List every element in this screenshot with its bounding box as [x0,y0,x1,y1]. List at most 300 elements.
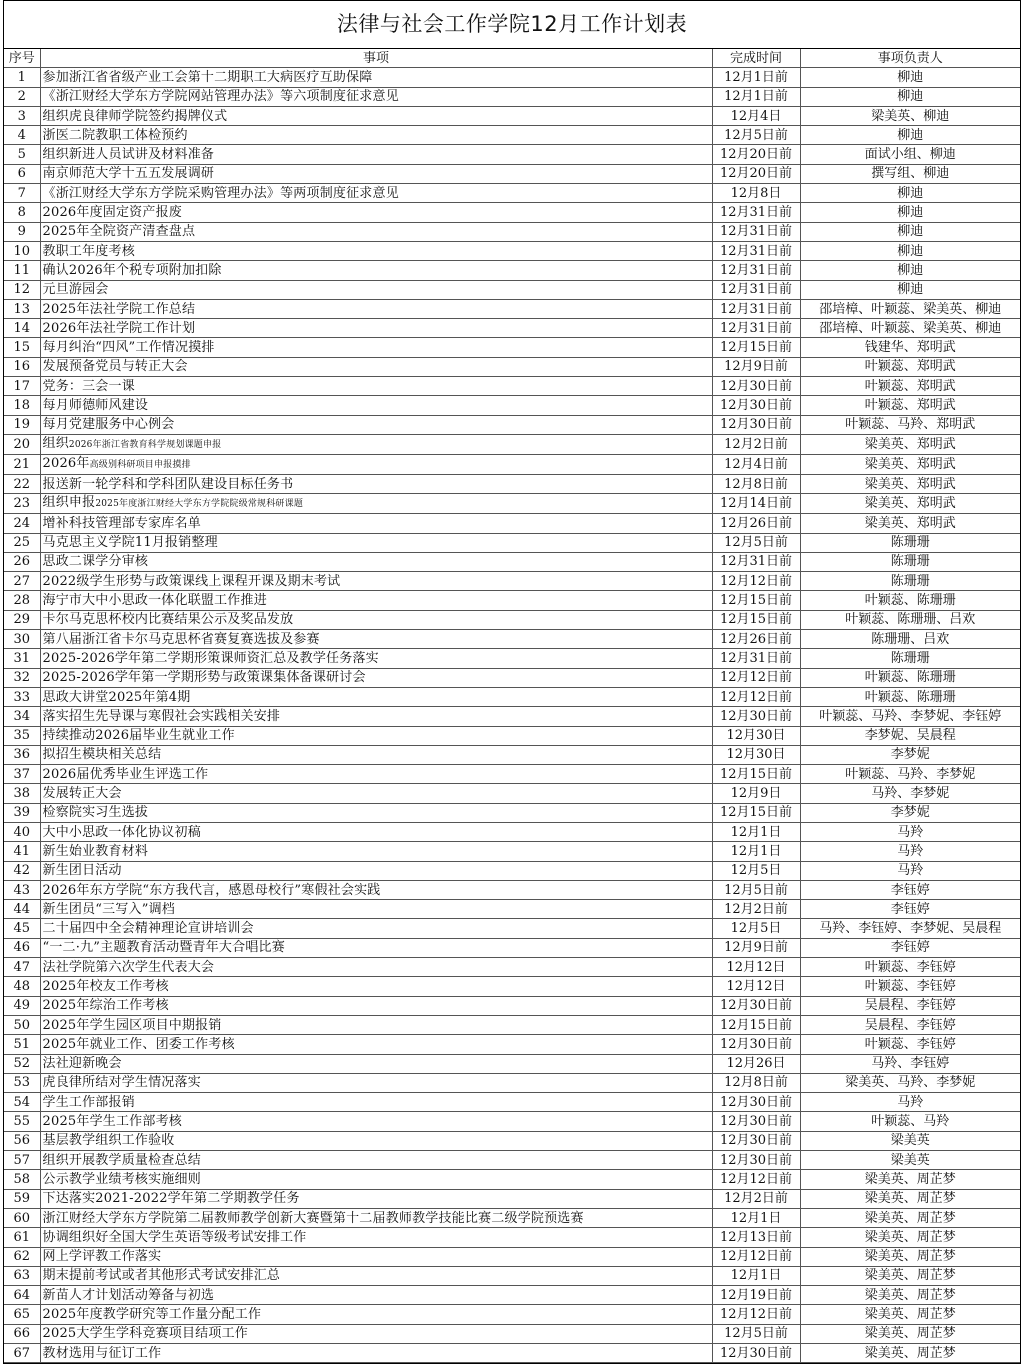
table-row [4,1131,1020,1150]
row-owner: 马羚、李梦妮 [800,784,1020,803]
row-owner: 邵培樟、叶颖蕊、梁美英、柳迪 [800,319,1020,338]
table-row [4,338,1020,357]
row-time: 12月8日前 [712,1073,800,1092]
row-item [40,494,712,514]
row-time: 12月2日前 [712,900,800,919]
row-item: 增补科技管理部专家库名单 [40,514,712,533]
row-time: 12月26日前 [712,514,800,533]
row-time: 12月15日前 [712,765,800,784]
row-number: 37 [4,765,40,784]
row-item: 确认2026年个税专项附加扣除 [40,261,712,280]
row-item: 2025年就业工作、团委工作考核 [40,1035,712,1054]
table-row [4,958,1020,977]
row-number: 6 [4,164,40,183]
row-time: 12月2日前 [712,434,800,454]
row-item: 参加浙江省省级产业工会第十二期职工大病医疗互助保障 [40,68,712,87]
row-owner: 李梦妮 [800,745,1020,764]
row-owner: 梁美英、周芷梦 [800,1189,1020,1208]
table-row [4,668,1020,687]
table-row [4,707,1020,726]
row-time: 12月1日 [712,822,800,841]
row-time: 12月30日前 [712,707,800,726]
row-item: 组织开展教学质量检查总结 [40,1151,712,1170]
row-item: 教材选用与征订工作 [40,1344,712,1363]
row-time: 12月30日前 [712,396,800,415]
row-number: 61 [4,1228,40,1247]
row-owner: 陈珊珊、吕欢 [800,630,1020,649]
row-owner: 梁美英、柳迪 [800,106,1020,125]
row-number: 20 [4,434,40,454]
row-time: 12月12日前 [712,1305,800,1324]
row-owner: 梁美英、马羚、李梦妮 [800,1073,1020,1092]
row-item: 拟招生模块相关总结 [40,745,712,764]
row-owner: 钱建华、郑明武 [800,338,1020,357]
table-row [4,319,1020,338]
row-number: 45 [4,919,40,938]
row-time: 12月30日 [712,745,800,764]
row-time: 12月15日前 [712,591,800,610]
row-owner: 柳迪 [800,184,1020,203]
row-owner: 柳迪 [800,87,1020,106]
row-item: 新生团员“三写入”调档 [40,900,712,919]
row-time: 12月20日前 [712,164,800,183]
row-owner: 李钰婷 [800,880,1020,899]
row-time: 12月14日前 [712,494,800,514]
table-row [4,494,1020,514]
table-row [4,630,1020,649]
row-number: 8 [4,203,40,222]
row-item: 报送新一轮学科和学科团队建设目标任务书 [40,474,712,493]
row-owner: 叶颖蕊、马羚、郑明武 [800,415,1020,434]
row-item: 2026届优秀毕业生评选工作 [40,765,712,784]
row-owner: 梁美英、周芷梦 [800,1208,1020,1227]
row-number: 60 [4,1208,40,1227]
table-row [4,977,1020,996]
header-no: 序号 [4,49,40,68]
row-owner: 陈珊珊 [800,552,1020,571]
table-row [4,1266,1020,1285]
table-row [4,1054,1020,1073]
row-item: 组织新进人员试讲及材料准备 [40,145,712,164]
row-time: 12月1日 [712,1208,800,1227]
row-item: 2025年度教学研究等工作量分配工作 [40,1305,712,1324]
row-time: 12月30日前 [712,1112,800,1131]
row-time: 12月12日 [712,977,800,996]
row-number: 36 [4,745,40,764]
row-owner: 梁美英、郑明武 [800,514,1020,533]
row-owner: 梁美英、周芷梦 [800,1344,1020,1363]
table-row [4,222,1020,241]
row-item: 浙江财经大学东方学院第二届教师教学创新大赛暨第十二届教师教学技能比赛二级学院预选赛 [40,1208,712,1227]
row-item: 每月党建服务中心例会 [40,415,712,434]
row-time: 12月30日 [712,726,800,745]
row-time: 12月9日前 [712,938,800,957]
row-owner: 叶颖蕊、陈珊珊、吕欢 [800,610,1020,629]
row-number: 26 [4,552,40,571]
row-item: 《浙江财经大学东方学院网站管理办法》等六项制度征求意见 [40,87,712,106]
table-row [4,822,1020,841]
row-number: 14 [4,319,40,338]
row-number: 16 [4,357,40,376]
row-time: 12月15日前 [712,610,800,629]
row-time: 12月30日前 [712,1093,800,1112]
table-row [4,765,1020,784]
row-number: 25 [4,533,40,552]
row-owner: 李钰婷 [800,938,1020,957]
row-time: 12月12日前 [712,1247,800,1266]
row-time: 12月15日前 [712,803,800,822]
row-item: “一二·九”主题教育活动暨青年大合唱比赛 [40,938,712,957]
row-owner: 马羚 [800,822,1020,841]
row-number: 65 [4,1305,40,1324]
row-item: 思政二课学分审核 [40,552,712,571]
row-owner: 陈珊珊 [800,533,1020,552]
row-owner: 叶颖蕊、陈珊珊 [800,591,1020,610]
row-number: 11 [4,261,40,280]
row-number: 32 [4,668,40,687]
table-row [4,1015,1020,1034]
row-time: 12月13日前 [712,1228,800,1247]
row-item: 元旦游园会 [40,280,712,299]
row-owner: 撰写组、柳迪 [800,164,1020,183]
table-row [4,106,1020,125]
row-item: 新苗人才计划活动筹备与初选 [40,1286,712,1305]
row-item: 2025-2026学年第一学期形势与政策课集体备课研讨会 [40,668,712,687]
work-plan-table [4,49,1020,1363]
row-time: 12月30日前 [712,996,800,1015]
row-number: 22 [4,474,40,493]
row-time: 12月9日 [712,784,800,803]
header-owner: 事项负责人 [800,49,1020,68]
table-row [4,552,1020,571]
row-item: 每月纠治“四风”工作情况摸排 [40,338,712,357]
row-owner: 梁美英、周芷梦 [800,1266,1020,1285]
row-owner: 吴晨程、李钰婷 [800,1015,1020,1034]
table-row [4,145,1020,164]
row-number: 54 [4,1093,40,1112]
row-owner: 柳迪 [800,261,1020,280]
table-row [4,164,1020,183]
row-item: 新生团日活动 [40,861,712,880]
row-time: 12月12日前 [712,668,800,687]
row-item [40,434,712,454]
row-owner: 叶颖蕊、马羚、李梦妮、李钰婷 [800,707,1020,726]
table-row [4,68,1020,87]
row-number: 34 [4,707,40,726]
row-owner: 柳迪 [800,222,1020,241]
row-time: 12月5日前 [712,1324,800,1343]
row-owner: 叶颖蕊、郑明武 [800,396,1020,415]
table-row [4,1151,1020,1170]
row-number: 39 [4,803,40,822]
row-item: 2025年学生工作部考核 [40,1112,712,1131]
row-item: 2022级学生形势与政策课线上课程开课及期末考试 [40,572,712,591]
row-number: 31 [4,649,40,668]
table-row [4,880,1020,899]
row-time: 12月5日 [712,919,800,938]
row-number: 58 [4,1170,40,1189]
row-time: 12月31日前 [712,299,800,318]
row-number: 35 [4,726,40,745]
table-row [4,357,1020,376]
row-number: 38 [4,784,40,803]
row-item: 2025年校友工作考核 [40,977,712,996]
row-number: 67 [4,1344,40,1363]
row-owner: 梁美英、周芷梦 [800,1305,1020,1324]
table-row [4,241,1020,260]
row-owner: 叶颖蕊、郑明武 [800,357,1020,376]
row-number: 40 [4,822,40,841]
row-item: 2025年全院资产清查盘点 [40,222,712,241]
row-number: 24 [4,514,40,533]
row-time: 12月30日前 [712,1151,800,1170]
row-number: 63 [4,1266,40,1285]
row-owner: 柳迪 [800,280,1020,299]
row-item: 《浙江财经大学东方学院采购管理办法》等两项制度征求意见 [40,184,712,203]
table-row [4,1228,1020,1247]
table-body [4,68,1020,1363]
row-number: 62 [4,1247,40,1266]
row-item: 下达落实2021-2022学年第二学期教学任务 [40,1189,712,1208]
row-item: 检察院实习生选拔 [40,803,712,822]
row-item: 法社迎新晚会 [40,1054,712,1073]
row-item: 海宁市大中小思政一体化联盟工作推进 [40,591,712,610]
row-item: 浙医二院教职工体检预约 [40,126,712,145]
row-number: 5 [4,145,40,164]
row-item: 持续推动2026届毕业生就业工作 [40,726,712,745]
row-time: 12月1日前 [712,87,800,106]
row-time: 12月5日前 [712,126,800,145]
row-owner: 面试小组、柳迪 [800,145,1020,164]
row-item: 2026年东方学院“东方我代言，感恩母校行”寒假社会实践 [40,880,712,899]
row-number: 9 [4,222,40,241]
row-item: 公示教学业绩考核实施细则 [40,1170,712,1189]
row-item: 落实招生先导课与寒假社会实践相关安排 [40,707,712,726]
row-time: 12月30日前 [712,377,800,396]
row-time: 12月4日前 [712,454,800,474]
row-time: 12月31日前 [712,261,800,280]
row-time: 12月5日前 [712,880,800,899]
row-time: 12月12日 [712,958,800,977]
row-number: 4 [4,126,40,145]
row-time: 12月8日 [712,184,800,203]
row-time: 12月30日前 [712,1131,800,1150]
row-owner: 叶颖蕊、李钰婷 [800,977,1020,996]
row-item: 第八届浙江省卡尔马克思杯省赛复赛选拔及参赛 [40,630,712,649]
row-item: 每月师德师风建设 [40,396,712,415]
row-time: 12月30日前 [712,1344,800,1363]
row-owner: 梁美英、周芷梦 [800,1170,1020,1189]
table-row [4,474,1020,493]
row-time: 12月31日前 [712,319,800,338]
row-owner: 马羚 [800,842,1020,861]
row-owner: 梁美英、周芷梦 [800,1324,1020,1343]
row-time: 12月15日前 [712,338,800,357]
table-row [4,1305,1020,1324]
row-time: 12月31日前 [712,649,800,668]
row-item: 南京师范大学十五五发展调研 [40,164,712,183]
row-time: 12月31日前 [712,280,800,299]
row-number: 51 [4,1035,40,1054]
row-number: 10 [4,241,40,260]
row-owner: 马羚、李钰婷 [800,1054,1020,1073]
row-time: 12月1日 [712,1266,800,1285]
row-owner: 叶颖蕊、陈珊珊 [800,687,1020,706]
row-owner: 柳迪 [800,241,1020,260]
table-row [4,938,1020,957]
row-time: 12月8日前 [712,474,800,493]
row-time: 12月31日前 [712,203,800,222]
table-row [4,280,1020,299]
row-item: 思政大讲堂2025年第4期 [40,687,712,706]
row-item: 马克思主义学院11月报销整理 [40,533,712,552]
table-row [4,454,1020,474]
row-item-text: 组织申报 [42,495,96,511]
row-item: 2025-2026学年第二学期形策课师资汇总及教学任务落实 [40,649,712,668]
row-number: 30 [4,630,40,649]
row-number: 7 [4,184,40,203]
row-item: 协调组织好全国大学生英语等级考试安排工作 [40,1228,712,1247]
table-row [4,919,1020,938]
row-item: 二十届四中全会精神理论宣讲培训会 [40,919,712,938]
row-number: 12 [4,280,40,299]
table-row [4,1324,1020,1343]
row-time: 12月1日 [712,842,800,861]
row-number: 27 [4,572,40,591]
row-number: 48 [4,977,40,996]
table-row [4,299,1020,318]
row-owner: 梁美英、郑明武 [800,494,1020,514]
table-row [4,726,1020,745]
table-row [4,1247,1020,1266]
table-row [4,261,1020,280]
table-row [4,203,1020,222]
row-number: 42 [4,861,40,880]
table-row [4,610,1020,629]
row-item: 法社学院第六次学生代表大会 [40,958,712,977]
row-owner: 李钰婷 [800,900,1020,919]
row-owner: 邵培樟、叶颖蕊、梁美英、柳迪 [800,299,1020,318]
row-number: 18 [4,396,40,415]
table-row [4,861,1020,880]
row-owner: 梁美英、郑明武 [800,474,1020,493]
table-row [4,377,1020,396]
row-owner: 吴晨程、李钰婷 [800,996,1020,1015]
row-time: 12月1日前 [712,68,800,87]
row-number: 56 [4,1131,40,1150]
row-owner: 柳迪 [800,68,1020,87]
table-row [4,1344,1020,1363]
row-owner: 马羚、李钰婷、李梦妮、吴晨程 [800,919,1020,938]
row-item: 虎良律所结对学生情况落实 [40,1073,712,1092]
row-owner: 叶颖蕊、陈珊珊 [800,668,1020,687]
table-row [4,87,1020,106]
row-time: 12月12日前 [712,1170,800,1189]
row-number: 41 [4,842,40,861]
table-row [4,434,1020,454]
row-item-small-text: 2025年度浙江财经大学东方学院院级常规科研课题 [95,499,304,510]
row-item: 组织虎良律师学院签约揭牌仪式 [40,106,712,125]
row-owner: 叶颖蕊、李钰婷 [800,958,1020,977]
row-time: 12月30日前 [712,415,800,434]
row-number: 50 [4,1015,40,1034]
row-time: 12月26日 [712,1054,800,1073]
row-number: 47 [4,958,40,977]
row-time: 12月4日 [712,106,800,125]
row-number: 21 [4,454,40,474]
row-number: 28 [4,591,40,610]
row-item: 新生始业教育材料 [40,842,712,861]
table-row [4,415,1020,434]
row-time: 12月20日前 [712,145,800,164]
row-item: 学生工作部报销 [40,1093,712,1112]
table-row [4,687,1020,706]
row-time: 12月2日前 [712,1189,800,1208]
row-item: 2026年度固定资产报废 [40,203,712,222]
row-number: 57 [4,1151,40,1170]
row-time: 12月30日前 [712,1035,800,1054]
row-item: 2025年学生园区项目中期报销 [40,1015,712,1034]
table-row [4,396,1020,415]
table-row [4,514,1020,533]
row-number: 59 [4,1189,40,1208]
row-number: 3 [4,106,40,125]
row-item-text: 组织 [42,435,69,451]
table-row [4,1093,1020,1112]
table-row [4,1189,1020,1208]
row-time: 12月26日前 [712,630,800,649]
row-item: 党务：三会一课 [40,377,712,396]
row-owner: 梁美英 [800,1131,1020,1150]
row-owner: 李梦妮、吴晨程 [800,726,1020,745]
row-owner: 陈珊珊 [800,649,1020,668]
row-item-small-text: 高级别科研项目申报摸排 [89,459,191,470]
row-number: 29 [4,610,40,629]
row-item: 发展预备党员与转正大会 [40,357,712,376]
table-row [4,745,1020,764]
table-row [4,184,1020,203]
row-item: 卡尔马克思杯校内比赛结果公示及奖品发放 [40,610,712,629]
row-time: 12月31日前 [712,222,800,241]
row-time: 12月31日前 [712,241,800,260]
table-header-row [4,49,1020,68]
row-owner: 梁美英、郑明武 [800,434,1020,454]
row-owner: 梁美英、周芷梦 [800,1228,1020,1247]
table-row [4,803,1020,822]
row-number: 15 [4,338,40,357]
row-number: 46 [4,938,40,957]
row-item: 网上学评教工作落实 [40,1247,712,1266]
row-number: 1 [4,68,40,87]
row-number: 49 [4,996,40,1015]
table-row [4,996,1020,1015]
row-owner: 柳迪 [800,203,1020,222]
row-number: 19 [4,415,40,434]
row-owner: 叶颖蕊、马羚、李梦妮 [800,765,1020,784]
row-owner: 陈珊珊 [800,572,1020,591]
row-item [40,454,712,474]
row-number: 23 [4,494,40,514]
table-row [4,1112,1020,1131]
table-row [4,1170,1020,1189]
row-time: 12月12日前 [712,572,800,591]
row-owner: 梁美英 [800,1151,1020,1170]
table-row [4,842,1020,861]
row-owner: 叶颖蕊、郑明武 [800,377,1020,396]
row-item: 2026年法社学院工作计划 [40,319,712,338]
row-owner: 叶颖蕊、李钰婷 [800,1035,1020,1054]
row-owner: 叶颖蕊、马羚 [800,1112,1020,1131]
